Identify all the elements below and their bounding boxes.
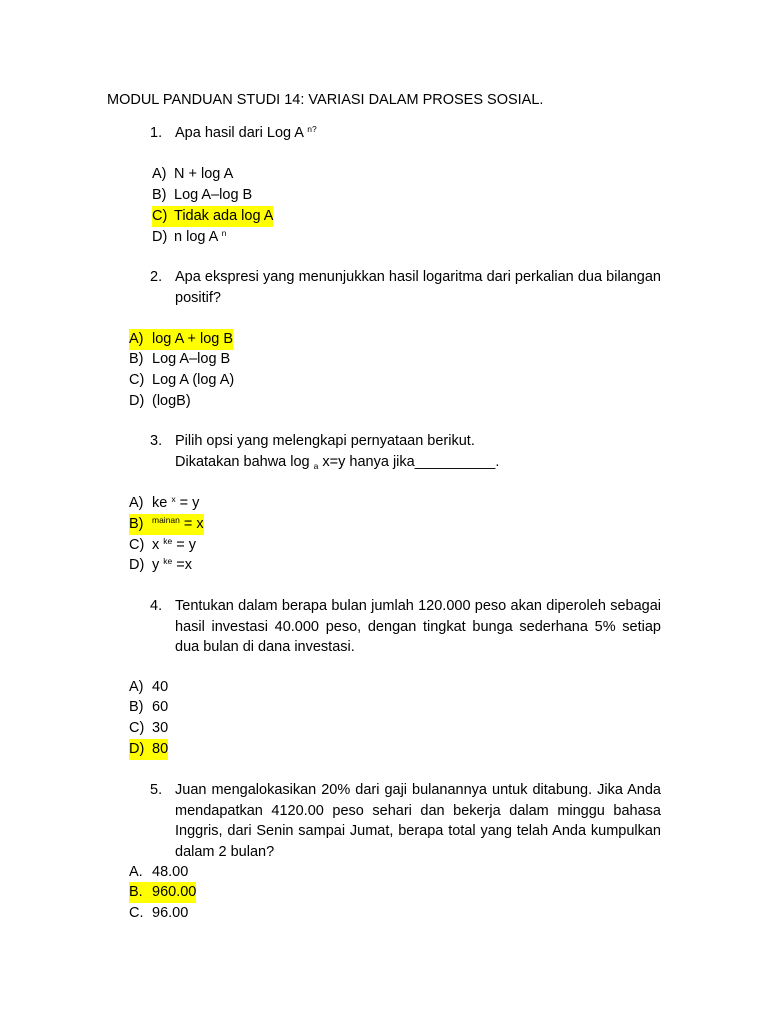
- q2-option-d: D) (logB): [129, 393, 191, 409]
- question-text: Apa hasil dari Log A $^{n?}$: [175, 124, 317, 141]
- question-1: [150, 123, 662, 144]
- question-text: Apa ekspresi yang menunjukkan hasil logaritma dari perkalian dua bilangan positif?: [175, 269, 661, 306]
- q2-option-b: B) Log A–log B: [129, 351, 231, 367]
- q1-option-d: D) n log A $^n$: [152, 228, 227, 245]
- question-4: [150, 596, 661, 658]
- question-number: 3.: [150, 433, 163, 449]
- q5-option-b-answer: B. 960.00: [129, 882, 196, 903]
- question-number: 1.: [150, 125, 163, 141]
- q3-option-b-answer: B) $^{mainan}$ = x: [129, 514, 204, 535]
- q1-option-c-answer: C) Tidak ada log A: [152, 206, 273, 227]
- q3-option-a: A) ke $^x$ = y: [129, 494, 200, 511]
- question-number: 4.: [150, 598, 163, 614]
- question-text: Tentukan dalam berapa bulan jumlah 120.000 peso akan diperoleh sebagai hasil investasi 40.000 peso, dengan tingkat bunga sederhana 5% setiap dua bulan di dana investasi.: [175, 598, 661, 655]
- question-2: [150, 267, 661, 308]
- q5-option-a: A. 48.00: [129, 864, 189, 880]
- document-title: MODUL PANDUAN STUDI 14: VARIASI DALAM PROSES SOSIAL.: [107, 92, 544, 108]
- q3-option-c: C) x $^{ke}$ = y: [129, 536, 197, 553]
- question-3: [150, 431, 662, 472]
- q4-option-a: A) 40: [129, 679, 169, 695]
- question-5: [150, 780, 661, 862]
- question-text: Pilih opsi yang melengkapi pernyataan berikut. Dikatakan bahwa log $_a$ x=y hanya jika__________.: [175, 433, 500, 471]
- q1-option-b: B) Log A–log B: [152, 187, 253, 203]
- question-number: 2.: [150, 269, 163, 285]
- q2-option-c: C) Log A (log A): [129, 372, 235, 388]
- q4-option-d-answer: D) 80: [129, 739, 168, 760]
- q5-option-c: C. 96.00: [129, 905, 189, 921]
- q1-option-a: A) N + log A: [152, 166, 234, 182]
- q3-option-d: D) y $^{ke}$ =x: [129, 556, 193, 573]
- question-number: 5.: [150, 782, 163, 798]
- q4-option-c: C) 30: [129, 720, 169, 736]
- q2-option-a-answer: A) log A + log B: [129, 329, 233, 350]
- q4-option-b: B) 60: [129, 699, 169, 715]
- question-text: Juan mengalokasikan 20% dari gaji bulanannya untuk ditabung. Jika Anda mendapatkan 4120.00 peso sehari dan bekerja dalam minggu bahasa Inggris, dari Senin sampai Jumat, berapa total yang telah Anda kumpulkan dalam 2 bulan?: [175, 782, 661, 860]
